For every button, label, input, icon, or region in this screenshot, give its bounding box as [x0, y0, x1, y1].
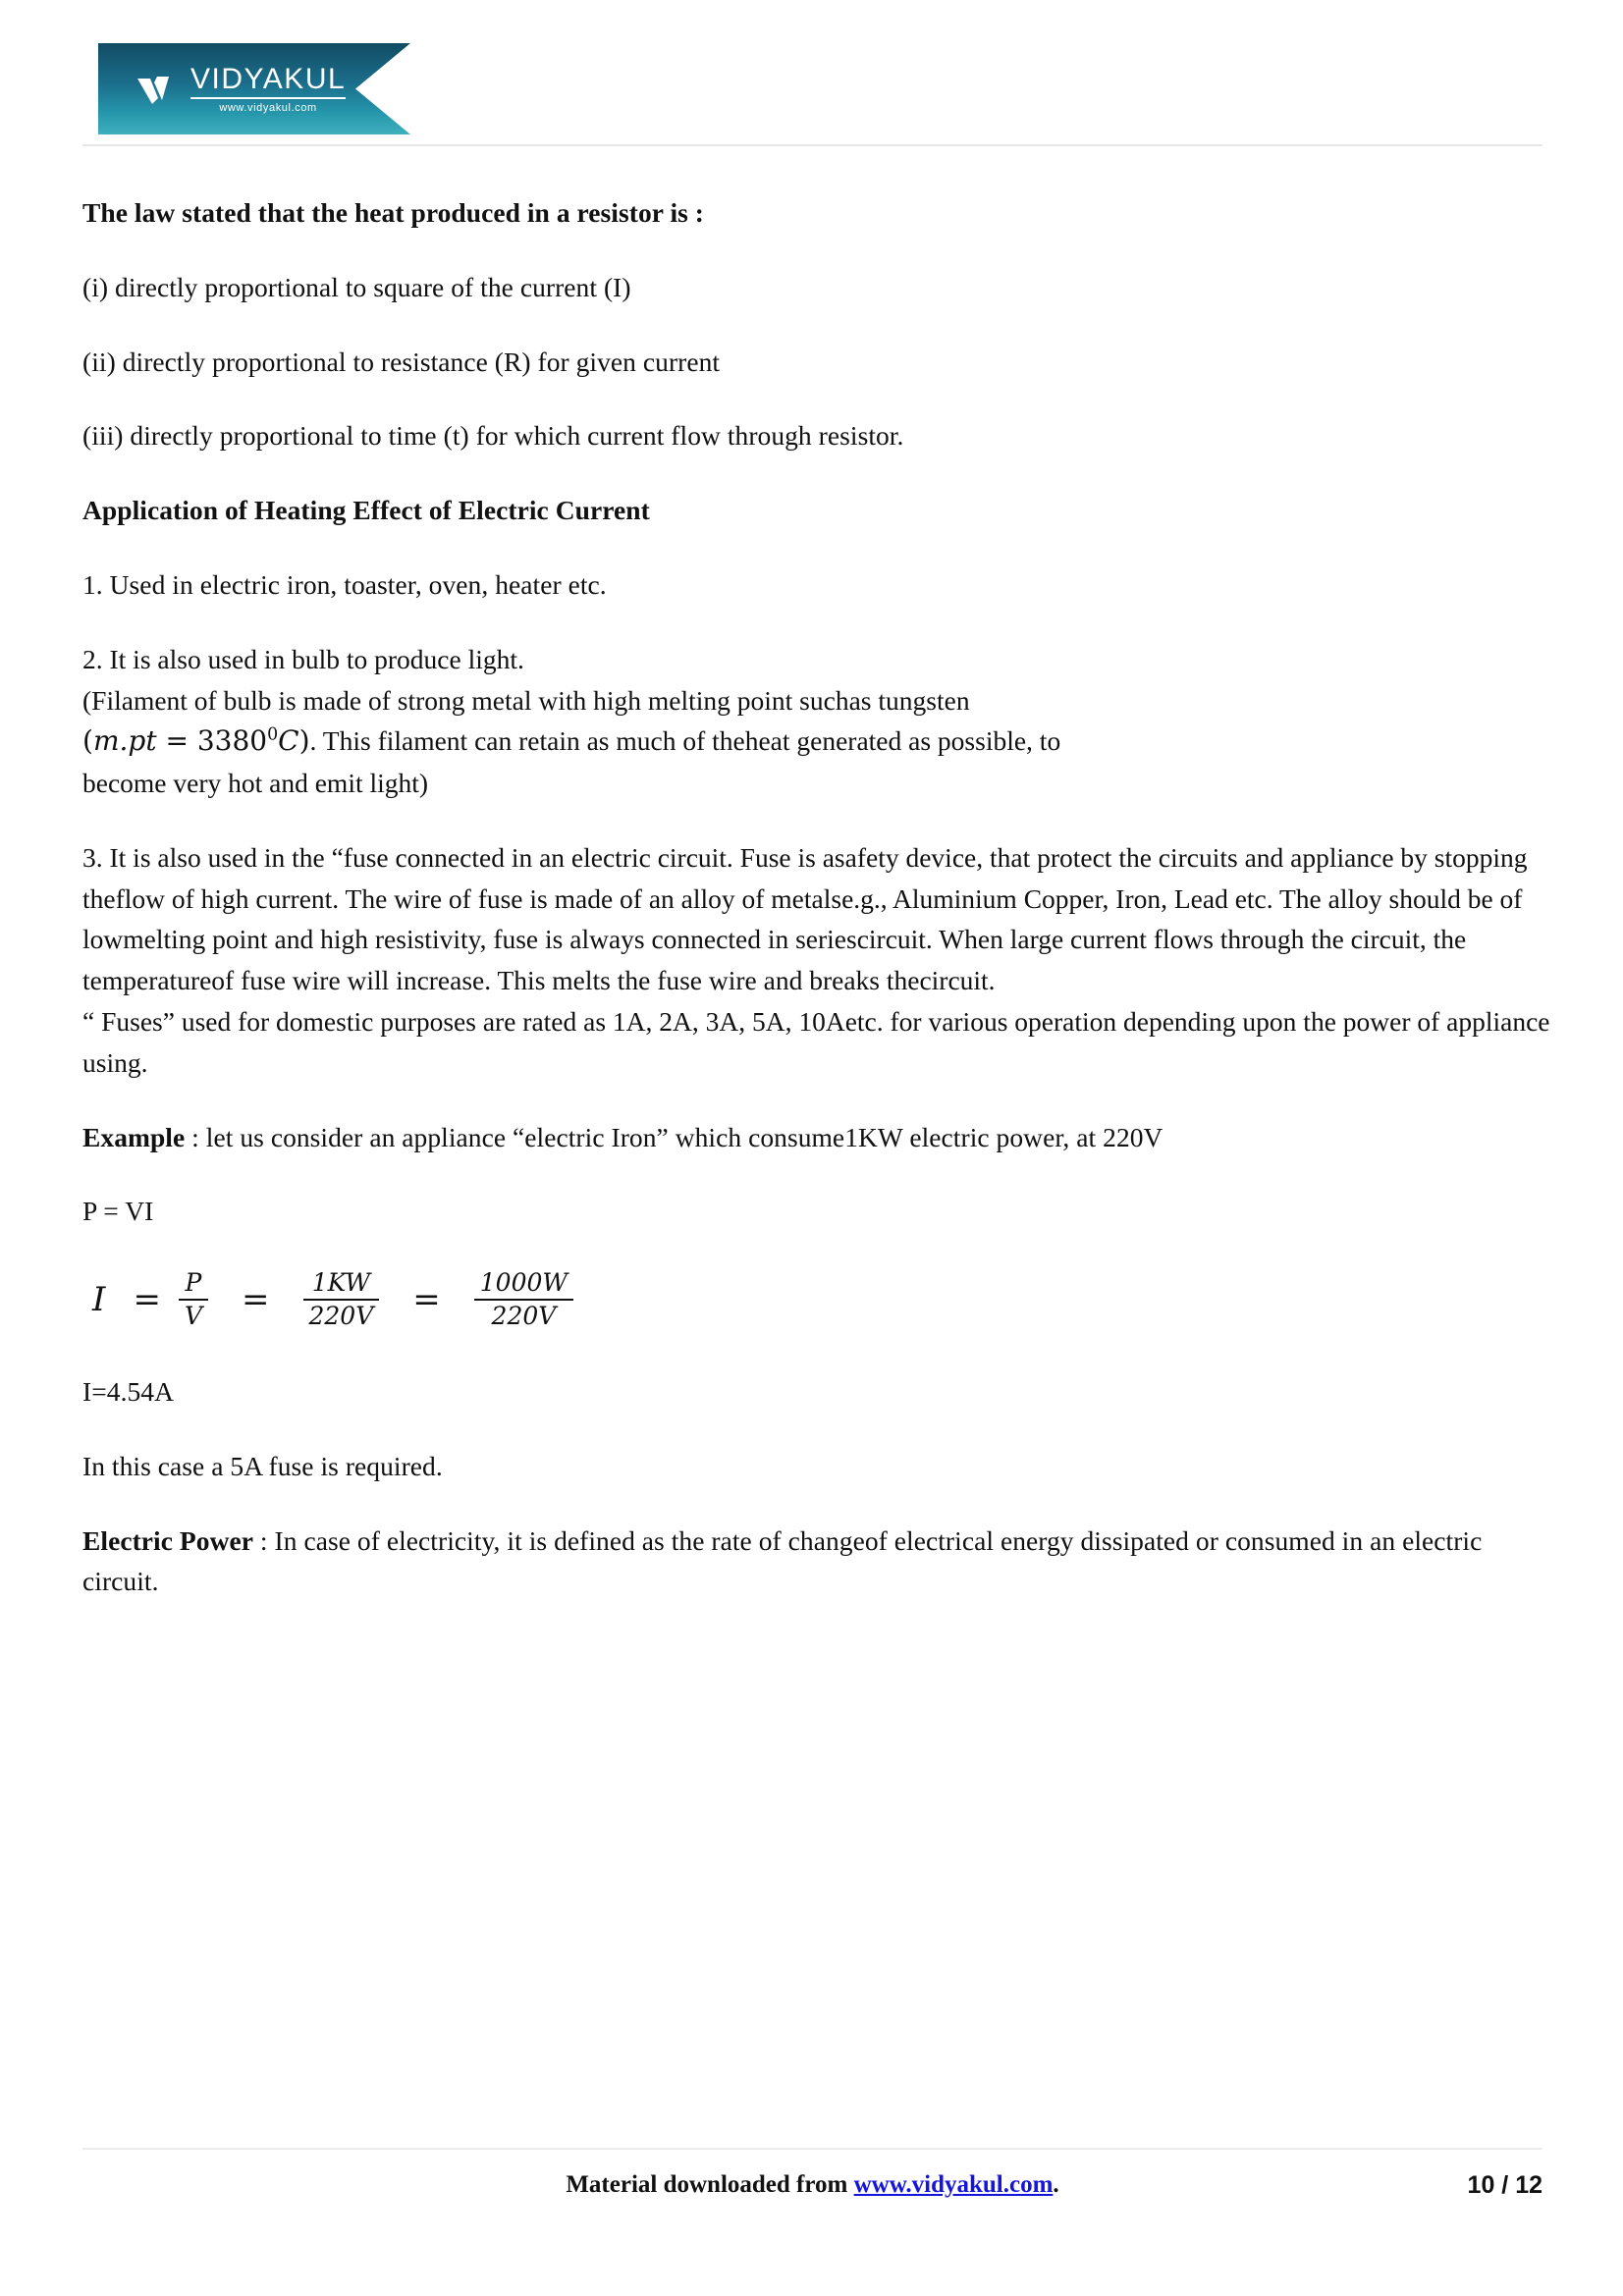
law-point-i: (i) directly proportional to square of the current (I) [82, 271, 631, 302]
footer-suffix: . [1053, 2171, 1059, 2198]
point-2-after-math: . This filament can retain as much of theheat generated as possible, to [309, 725, 1061, 757]
page-header [0, 0, 1623, 147]
example-label: Example [82, 1121, 186, 1152]
header-divider [82, 144, 1542, 146]
equation-equals-3: = [412, 1280, 441, 1320]
fuse-conclusion: In this case a 5A fuse is required. [82, 1450, 443, 1481]
math-open-paren: ( [82, 724, 93, 758]
point-2-line-4: become very hot and emit light) [82, 767, 429, 798]
fuses-rating: “ Fuses” used for domestic purposes are rated as 1A, 2A, 3A, 5A, 10Aetc. for various operation depending upon the power of appliance using. [82, 1005, 1550, 1078]
electric-power-text: : In case of electricity, it is defined as the rate of changeof electrical energy dissipated or consumed in an electric circuit. [82, 1524, 1483, 1597]
logo-url: www.vidyakul.com [219, 101, 317, 114]
vidyakul-logo [98, 43, 410, 134]
formula-p-equals-vi: P = VI [82, 1196, 154, 1227]
math-value: 3380 [196, 724, 268, 758]
logo-text [190, 62, 347, 114]
application-point-1: 1. Used in electric iron, toaster, oven, heater etc. [82, 568, 607, 600]
page-footer [82, 2148, 1542, 2211]
page-number: 10 / 12 [1467, 2171, 1542, 2199]
footer-divider [82, 2148, 1542, 2150]
fraction-1-denominator: V [184, 1302, 202, 1331]
footer-attribution [82, 2171, 1542, 2199]
equation-lhs: I [92, 1280, 106, 1320]
vidyakul-checkmark-icon [137, 75, 183, 104]
electric-power-label: Electric Power [82, 1524, 253, 1556]
electric-power-paragraph [82, 1521, 1555, 1603]
document-content [82, 192, 1555, 1635]
law-point-ii: (ii) directly proportional to resistance (R) for given current [82, 346, 721, 377]
footer-prefix: Material downloaded from [566, 2171, 854, 2198]
fraction-1-numerator: P [185, 1267, 202, 1297]
equation-equals-1: = [133, 1280, 161, 1320]
point-2-line-1: 2. It is also used in bulb to produce light. [82, 643, 524, 674]
application-point-3-group [82, 837, 1555, 1084]
fraction-3-denominator: 220V [491, 1302, 557, 1331]
law-heading: The law stated that the heat produced in a resistor is : [82, 197, 705, 228]
current-result: I=4.54A [82, 1376, 175, 1408]
fraction-p-over-v [179, 1267, 208, 1331]
fraction-3-numerator: 1000W [479, 1267, 568, 1297]
fraction-1kw-over-220v [303, 1267, 380, 1331]
melting-point-formula [82, 724, 310, 757]
footer-row [82, 2171, 1542, 2211]
application-point-2 [82, 639, 1555, 804]
application-point-3: 3. It is also used in the “fuse connected in an electric circuit. Fuse is asafety device, that protect the circuits and appliance by stopping theflow of high current. The wire of fuse is made of an alloy of metalse.g., Aluminium Copper, Iron, Lead etc. The alloy should be of lowmelting point and high resistivity, fuse is always connected in seriescircuit. When large current flows through the circuit, the temperatureof fuse wire will increase. This melts the fuse wire and breaks thecircuit. [82, 841, 1528, 996]
point-2-line-2: (Filament of bulb is made of strong metal with high melting point suchas tungsten [82, 684, 970, 716]
example-text: : let us consider an appliance “electric Iron” which consume1KW electric power, at 220V [185, 1121, 1163, 1152]
math-degree-sup: 0 [267, 725, 279, 746]
fraction-2-denominator: 220V [308, 1302, 374, 1331]
fraction-2-numerator: 1KW [311, 1267, 371, 1297]
math-close-paren: ) [298, 724, 310, 758]
math-equals: = [165, 724, 189, 758]
footer-website-link[interactable]: www.vidyakul.com [853, 2171, 1054, 2198]
law-point-iii: (iii) directly proportional to time (t) for which current flow through resistor. [82, 420, 904, 452]
math-mpt: m.pt [92, 724, 157, 758]
application-heading: Application of Heating Effect of Electric Current [82, 495, 650, 526]
point-2-line-3 [82, 721, 1555, 763]
logo-brand-name: VIDYAKUL [190, 65, 346, 99]
math-unit: C [278, 724, 299, 758]
current-equation [82, 1257, 1555, 1342]
equation-equals-2: = [242, 1280, 270, 1320]
fraction-1000w-over-220v [474, 1267, 573, 1331]
example-paragraph [82, 1117, 1555, 1158]
